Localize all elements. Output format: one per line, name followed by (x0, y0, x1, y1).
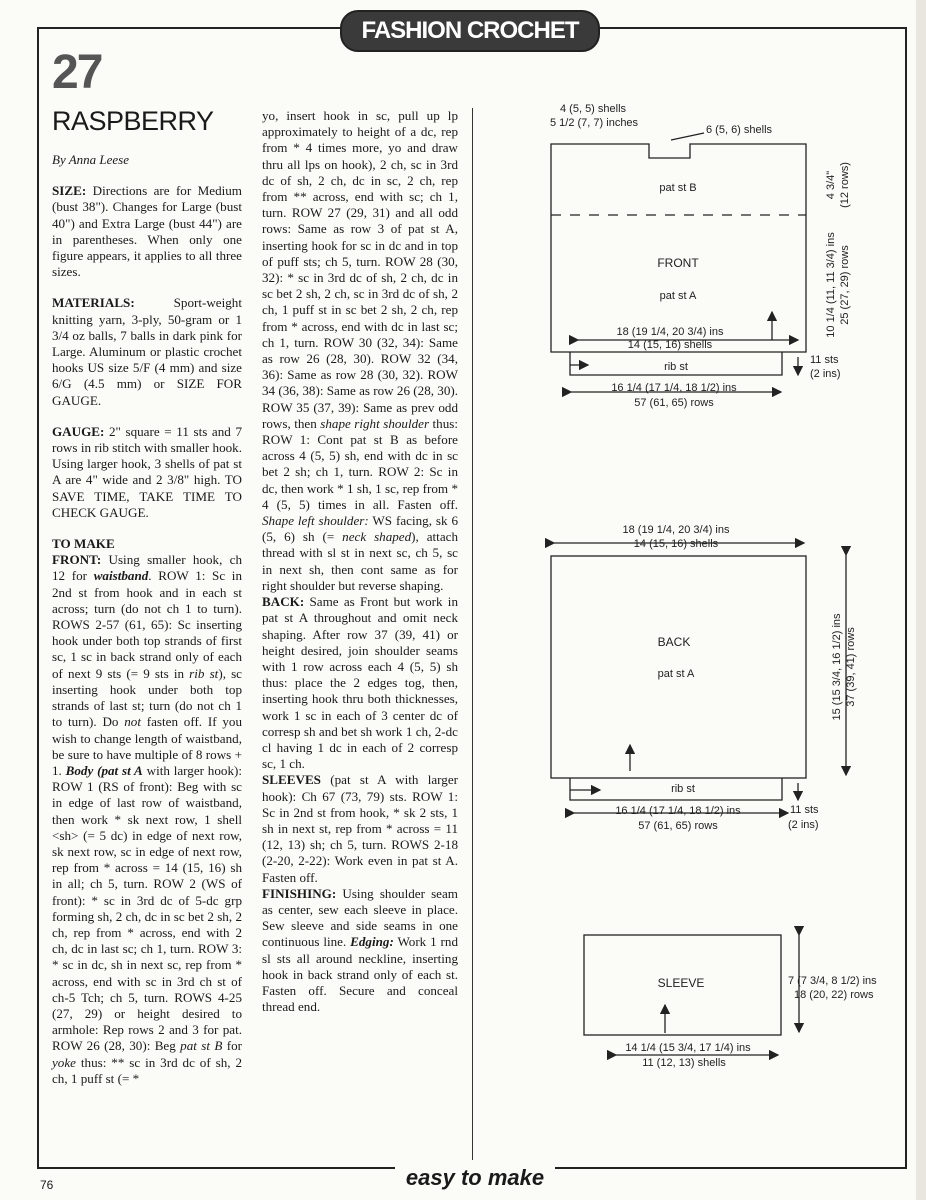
sleeves-paragraph (262, 772, 458, 885)
back-band-rows: 57 (61, 65) rows (638, 820, 718, 832)
front-not: not (124, 714, 141, 730)
front-text-c: ), sc inserting hook under both top strands of last st; turn (do not ch 1 to turn). Do (52, 665, 242, 730)
size-paragraph (52, 183, 242, 280)
back-label: BACK: (262, 594, 305, 610)
sleeve-height-ins: 7 (7 3/4, 8 1/2) ins (788, 975, 877, 987)
back-width-shells: 14 (15, 16) shells (633, 538, 719, 550)
col2-text-d: ), attach thread with sl st in next sc, ch 5, sc in next sh, then cont same as for right shoulder but reverse shaping. (262, 529, 458, 593)
front-patb: pat st B (180, 1038, 223, 1054)
sleeves-label: SLEEVES (262, 772, 321, 788)
column-2 (262, 108, 458, 1015)
shape-left-shoulder: Shape left shoulder: (262, 513, 369, 529)
front-text-e: with larger hook): ROW 1 (RS of front): Beg with sc in edge of last row of waistband, then work * sk next row, 1 shell <sh> (= 5 dc) in edge of next row, sk next row, sc in edge of next row, rep from * across = 14 (15, 16) sh in all; ch 5, turn. ROW 2 (WS of front): * sc in 3rd dc of 5-dc grp forming sh, 2 ch, dc in sc bet 2 sh, 2 ch, rep from * across, end with 2 ch, dc in last sc; ch 1, turn. ROW 3: * sc in dc, sh in next sc, rep from * across, end with sc in 3rd ch st of ch-5 Tch; ch 5, turn. ROWS 4-25 (27, 29) or height desired to armhole: Rep rows 2 and 3 for pat. ROW 26 (28, 30): Beg (52, 762, 242, 1054)
to-make-heading: TO MAKE (52, 536, 115, 552)
footer-logo: easy to make (395, 1162, 555, 1194)
finishing-paragraph (262, 886, 458, 1016)
back-height-ins: 15 (15 3/4, 16 1/2) ins (831, 613, 843, 721)
byline: By Anna Leese (52, 152, 130, 167)
front-yoke-height-ins: 4 3/4" (825, 170, 837, 200)
pattern-title: RASPBERRY (52, 106, 214, 136)
section-banner: FASHION CROCHET (340, 10, 600, 52)
sleeves-text: (pat st A with larger hook): Ch 67 (73, 79) sts. ROW 1: Sc in 2nd st from hook, * sk 2 sts, 1 sh in next st, rep from * across = 11 (12, 13) sh; ch 5, turn. ROWS 2-18 (2-20, 2-22): Work even in pat st A. Fasten off. (262, 772, 458, 885)
front-rib-label: rib st (664, 361, 688, 373)
size-text: Directions are for Medium (bust 38"). Changes for Large (bust 40") and Extra Large (bust 44") are in parentheses. When only one figure appears, it applies to all three sizes. (52, 183, 242, 280)
front-text-a: Using smaller hook, ch 12 for (52, 552, 242, 584)
front-body-height-rows: 25 (27, 29) rows (839, 245, 851, 325)
back-rib-sts: 11 sts (790, 804, 819, 816)
back-outline (551, 556, 806, 778)
front-name: FRONT (657, 256, 699, 270)
back-rib-label: rib st (671, 783, 695, 795)
neck-shaped: neck shaped (342, 529, 412, 545)
front-body: Body (pat st A (65, 762, 143, 778)
edging-label: Edging: (350, 934, 394, 950)
front-neck-shells: 6 (5, 6) shells (706, 124, 773, 136)
front-yoke-height-rows: (12 rows) (839, 162, 851, 208)
front-band-rows: 57 (61, 65) rows (634, 397, 714, 409)
front-rib-sts: 11 sts (810, 354, 839, 366)
sleeve-name: SLEEVE (657, 976, 705, 990)
front-width-shells: 14 (15, 16) shells (627, 339, 713, 351)
schematic-diagrams (476, 95, 900, 1175)
front-shoulder-shells: 4 (5, 5) shells (560, 103, 627, 115)
back-name: BACK (657, 635, 691, 649)
finishing-text-b: Work 1 rnd sl sts all around neckline, inserting hook in back strand only of each st. Fasten off. Secure and conceal thread end. (262, 934, 458, 1015)
shape-right-shoulder: shape right shoulder (320, 415, 430, 431)
front-text-d: fasten off. If you wish to change length of waistband, be sure to have multiple of 8 rows + 1. (52, 714, 242, 778)
size-label: SIZE: (52, 183, 87, 199)
neck-leader (671, 133, 704, 140)
front-text-f: for (222, 1038, 242, 1054)
column-1 (52, 48, 242, 1087)
front-outline (551, 144, 806, 352)
col2-text-a: yo, insert hook in sc, pull up lp approximately to height of a dc, rep from * 4 times more, yo and draw thru all lps on hook), 2 ch, sc in 3rd dc of sh, 2 ch, dc in sc, 2 ch, rep from ** across, end with sc; ch 1, turn. ROW 27 (29, 31) and all odd rows: Same as row 3 of pat st A, inserting hook for sc in dc and in top of puff sts; ch 5, turn. ROW 28 (30, 32): * sc in 3rd dc of sh, 2 ch, dc in sc bet 2 sh, 2 ch, sc in 3rd dc of sh, 2 ch, 1 puff st in sc bet 2 sh, 2 ch, rep from * across, end with dc in last sc; ch 1, turn. ROW 30 (32, 34): Same as row 26 (28, 30). ROW 32 (34, 36): Same as row 28 (30, 32). ROW 34 (36, 38): Same as row 26 (28, 30). ROW 35 (37, 39): Same as prev odd rows, then (262, 108, 459, 431)
page-number: 76 (40, 1178, 54, 1192)
front-body-label: pat st A (659, 290, 697, 302)
front-width-ins: 18 (19 1/4, 20 3/4) ins (616, 326, 724, 338)
sleeve-width-ins: 14 1/4 (15 3/4, 17 1/4) ins (625, 1042, 751, 1054)
materials-label: MATERIALS: (52, 295, 135, 311)
sleeve-height-rows: 18 (20, 22) rows (794, 989, 874, 1001)
back-rib-ins: (2 ins) (788, 819, 819, 831)
front-rib-ins: (2 ins) (810, 368, 841, 380)
gauge-text: 2" square = 11 sts and 7 rows in rib stitch with smaller hook. Using larger hook, 3 shells of pat st A are 4" wide and 2 3/8" high. TO SAVE TIME, TAKE TIME TO CHECK GAUGE. (52, 423, 242, 520)
col2-text-c: WS facing, sk 6 (5, 6) sh (= (262, 513, 458, 545)
materials-text: Sport-weight knitting yarn, 3-ply, 50-gram or 1 3/4 oz balls, 7 balls in dark pink for Large. Aluminum or plastic crochet hooks US size 5/F (4 mm) and size 6/G (4.5 mm) or SIZE FOR GAUGE. (52, 295, 242, 408)
yoke-paragraph (262, 108, 458, 594)
front-body-height-ins: 10 1/4 (11, 11 3/4) ins (825, 232, 837, 338)
back-text: Same as Front but work in pat st A throughout and omit neck shaping. After row 37 (39, 41) or height desired, join shoulder seams with 1 row across each 4 (5, 5) sh thus: place the 2 edges tog, then, inserting hook thru both thicknesses, work 1 sc in each of 3 center dc of corresp sh and bet sh work 1 ch, 2-dc cl having 1 dc in each of 2 corresp sc, 1 ch. (262, 594, 458, 772)
front-shoulder-inches: 5 1/2 (7, 7) inches (550, 117, 639, 129)
pattern-number: 27 (52, 46, 102, 99)
back-band-ins: 16 1/4 (17 1/4, 18 1/2) ins (615, 805, 741, 817)
front-text-b: . ROW 1: Sc in 2nd st from hook and in each st across; turn (do not ch 1 to turn). ROWS 2-57 (61, 65): Sc inserting hook under both top strands of first sc, 1 sc in back strand only of each of next 9 sts (= 9 sts in (52, 568, 242, 681)
front-band-ins: 16 1/4 (17 1/4, 18 1/2) ins (611, 382, 737, 394)
front-paragraph (52, 552, 242, 1087)
sleeve-width-shells: 11 (12, 13) shells (642, 1057, 726, 1069)
front-label: FRONT: (52, 552, 102, 568)
finishing-text-a: Using shoulder seam as center, sew each sleeve in place. Sew sleeve and side seams in one continuous line. (262, 885, 458, 950)
front-yoke: yoke (52, 1054, 76, 1070)
col2-text-b: thus: ROW 1: Cont pat st B as before across 4 (5, 5) sh, end with dc in sc bet 2 sh; ch 1, turn. ROW 2: Sc in dc, then work * 1 sh, 1 sc, rep from * 4 (5, 5) times in all. Fasten off. (262, 415, 459, 512)
back-body-label: pat st A (657, 668, 695, 680)
page-edge (916, 0, 926, 1200)
front-yoke-label: pat st B (659, 182, 697, 194)
gauge-paragraph (52, 424, 242, 521)
front-text-g: thus: ** sc in 3rd dc of sh, 2 ch, 1 puff st (= * (52, 1054, 242, 1086)
finishing-label: FINISHING: (262, 885, 337, 901)
front-waistband: waistband (93, 568, 149, 584)
back-height-rows: 37 (39, 41) rows (845, 627, 857, 707)
gauge-label: GAUGE: (52, 423, 105, 439)
materials-paragraph (52, 295, 242, 408)
column-divider (472, 108, 473, 1160)
back-paragraph (262, 594, 458, 772)
schematics-svg (476, 95, 900, 1095)
back-width-ins: 18 (19 1/4, 20 3/4) ins (622, 524, 730, 536)
front-rib: rib st (189, 665, 219, 681)
